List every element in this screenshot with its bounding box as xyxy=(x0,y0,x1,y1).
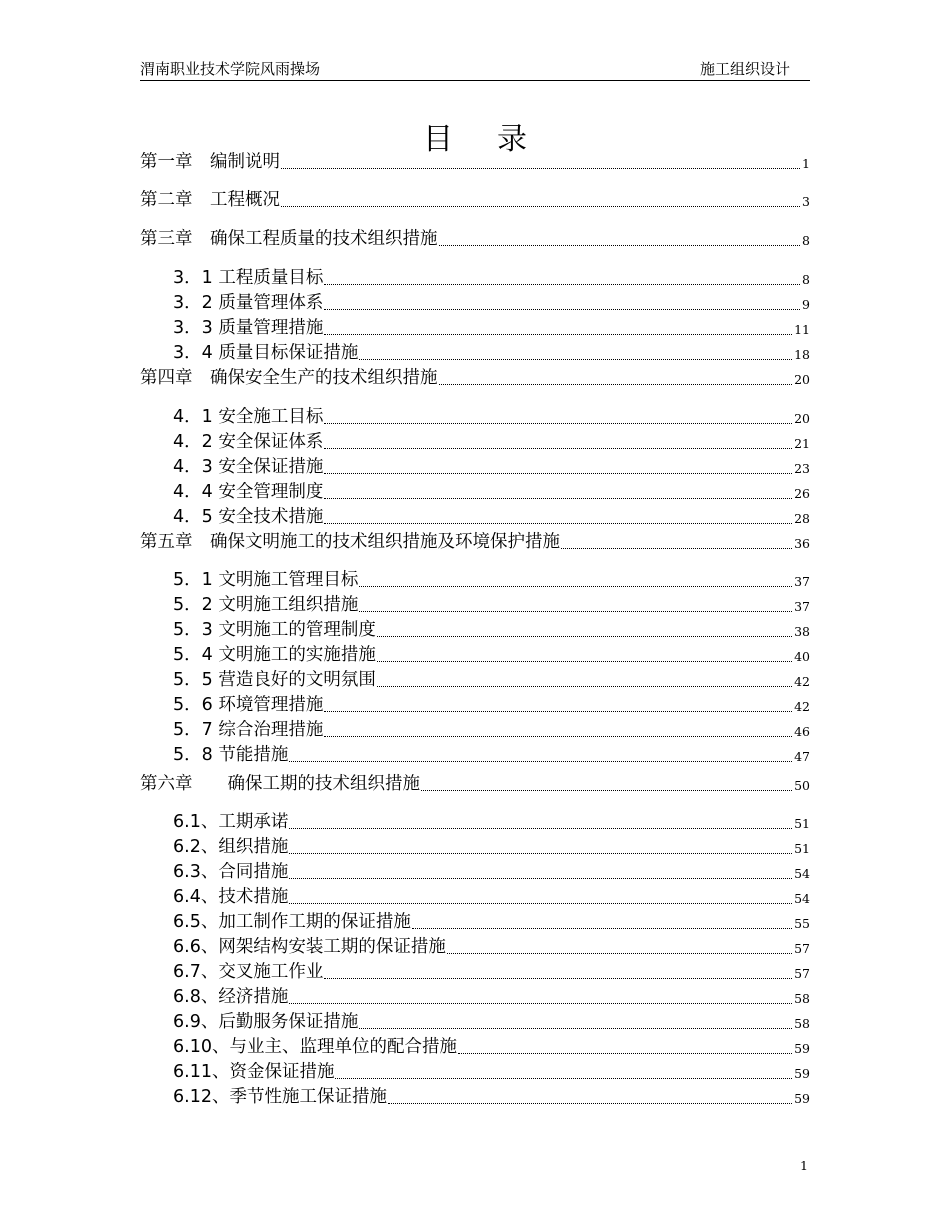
toc-entry-label: 4．5 安全技术措施 xyxy=(173,507,324,527)
toc-dot-leader xyxy=(458,1053,792,1054)
toc-entry-label: 5．4 文明施工的实施措施 xyxy=(173,645,376,665)
toc-entry-page: 57 xyxy=(794,941,810,956)
toc-dot-leader xyxy=(281,168,800,169)
toc-entry-page: 46 xyxy=(794,724,810,739)
toc-entry-page: 28 xyxy=(794,511,810,526)
toc-section-entry[interactable] xyxy=(173,910,810,934)
toc-entry-label: 6.5、加工制作工期的保证措施 xyxy=(173,912,411,932)
toc-dot-leader xyxy=(289,853,792,854)
toc-dot-leader xyxy=(439,384,793,385)
toc-dot-leader xyxy=(359,611,792,612)
toc-section-entry[interactable] xyxy=(173,668,810,692)
toc-section-entry[interactable] xyxy=(173,960,810,984)
toc-entry-page: 37 xyxy=(794,599,810,614)
toc-entry-page: 42 xyxy=(794,674,810,689)
toc-entry-page: 20 xyxy=(794,372,810,387)
toc-chapter-entry[interactable] xyxy=(140,366,810,390)
toc-entry-page: 1 xyxy=(802,156,810,171)
toc-entry-page: 20 xyxy=(794,411,810,426)
toc-dot-leader xyxy=(324,523,792,524)
toc-entry-label: 3．1 工程质量目标 xyxy=(173,268,324,288)
toc-entry-page: 8 xyxy=(802,233,810,248)
toc-entry-page: 3 xyxy=(802,194,810,209)
toc-dot-leader xyxy=(324,334,792,335)
toc-entry-page: 47 xyxy=(794,749,810,764)
toc-chapter-entry[interactable] xyxy=(140,150,810,174)
toc-dot-leader xyxy=(281,206,800,207)
toc-entry-page: 11 xyxy=(794,322,810,337)
toc-section-entry[interactable] xyxy=(173,643,810,667)
toc-section-entry[interactable] xyxy=(173,1060,810,1084)
toc-entry-label: 5．5 营造良好的文明氛围 xyxy=(173,670,376,690)
toc-chapter-entry[interactable] xyxy=(140,188,810,212)
toc-entry-page: 36 xyxy=(794,536,810,551)
toc-entry-page: 26 xyxy=(794,486,810,501)
toc-entry-page: 8 xyxy=(802,272,810,287)
toc-section-entry[interactable] xyxy=(173,860,810,884)
toc-entry-label: 6.12、季节性施工保证措施 xyxy=(173,1087,387,1107)
toc-chapter-entry[interactable] xyxy=(140,530,810,554)
toc-entry-label: 6.8、经济措施 xyxy=(173,987,289,1007)
toc-dot-leader xyxy=(289,878,792,879)
toc-section-entry[interactable] xyxy=(173,1010,810,1034)
toc-dot-leader xyxy=(289,1003,792,1004)
toc-entry-label: 6.9、后勤服务保证措施 xyxy=(173,1012,359,1032)
toc-dot-leader xyxy=(561,548,792,549)
toc-dot-leader xyxy=(439,245,801,246)
toc-entry-page: 59 xyxy=(794,1091,810,1106)
toc-section-entry[interactable] xyxy=(173,743,810,767)
toc-dot-leader xyxy=(324,978,792,979)
toc-entry-page: 54 xyxy=(794,866,810,881)
header-document-type: 施工组织设计 xyxy=(699,60,790,78)
toc-section-entry[interactable] xyxy=(173,810,810,834)
toc-chapter-entry[interactable] xyxy=(140,227,810,251)
toc-section-entry[interactable] xyxy=(173,985,810,1009)
toc-entry-label: 第三章 确保工程质量的技术组织措施 xyxy=(140,229,438,249)
toc-section-entry[interactable] xyxy=(173,885,810,909)
toc-section-entry[interactable] xyxy=(173,341,810,365)
toc-entry-page: 58 xyxy=(794,1016,810,1031)
toc-entry-label: 6.7、交叉施工作业 xyxy=(173,962,324,982)
toc-entry-page: 54 xyxy=(794,891,810,906)
toc-dot-leader xyxy=(289,761,792,762)
toc-dot-leader xyxy=(289,903,792,904)
toc-entry-label: 4．2 安全保证体系 xyxy=(173,432,324,452)
toc-entry-label: 3．4 质量目标保证措施 xyxy=(173,343,359,363)
toc-chapter-entry[interactable] xyxy=(140,772,810,796)
toc-section-entry[interactable] xyxy=(173,455,810,479)
toc-entry-page: 40 xyxy=(794,649,810,664)
header-project-name: 渭南职业技术学院风雨操场 xyxy=(140,60,321,78)
toc-entry-label: 5．1 文明施工管理目标 xyxy=(173,570,359,590)
toc-section-entry[interactable] xyxy=(173,316,810,340)
toc-section-entry[interactable] xyxy=(173,480,810,504)
toc-entry-label: 6.6、网架结构安装工期的保证措施 xyxy=(173,937,446,957)
toc-entry-label: 5．2 文明施工组织措施 xyxy=(173,595,359,615)
toc-entry-label: 5．8 节能措施 xyxy=(173,745,289,765)
toc-dot-leader xyxy=(377,636,792,637)
toc-entry-label: 4．3 安全保证措施 xyxy=(173,457,324,477)
toc-entry-page: 42 xyxy=(794,699,810,714)
toc-section-entry[interactable] xyxy=(173,1035,810,1059)
toc-section-entry[interactable] xyxy=(173,568,810,592)
toc-section-entry[interactable] xyxy=(173,291,810,315)
toc-entry-page: 21 xyxy=(794,436,810,451)
toc-dot-leader xyxy=(359,1028,792,1029)
toc-section-entry[interactable] xyxy=(173,405,810,429)
toc-section-entry[interactable] xyxy=(173,430,810,454)
toc-section-entry[interactable] xyxy=(173,935,810,959)
toc-dot-leader xyxy=(359,586,792,587)
toc-dot-leader xyxy=(377,686,792,687)
toc-entry-page: 9 xyxy=(802,297,810,312)
toc-entry-label: 第一章 编制说明 xyxy=(140,152,280,172)
toc-dot-leader xyxy=(447,953,792,954)
toc-entry-label: 5．7 综合治理措施 xyxy=(173,720,324,740)
toc-dot-leader xyxy=(289,828,792,829)
toc-entry-page: 50 xyxy=(794,778,810,793)
toc-entry-page: 51 xyxy=(794,841,810,856)
toc-entry-page: 55 xyxy=(794,916,810,931)
toc-dot-leader xyxy=(335,1078,792,1079)
toc-section-entry[interactable] xyxy=(173,505,810,529)
toc-dot-leader xyxy=(377,661,792,662)
toc-entry-label: 4．4 安全管理制度 xyxy=(173,482,324,502)
toc-entry-label: 第二章 工程概况 xyxy=(140,190,280,210)
toc-entry-page: 59 xyxy=(794,1066,810,1081)
toc-entry-label: 5．3 文明施工的管理制度 xyxy=(173,620,376,640)
toc-entry-page: 23 xyxy=(794,461,810,476)
toc-entry-label: 6.1、工期承诺 xyxy=(173,812,289,832)
toc-dot-leader xyxy=(388,1103,792,1104)
toc-entry-label: 6.2、组织措施 xyxy=(173,837,289,857)
toc-dot-leader xyxy=(324,309,800,310)
toc-section-entry[interactable] xyxy=(173,693,810,717)
toc-section-entry[interactable] xyxy=(173,1085,810,1109)
toc-entry-page: 38 xyxy=(794,624,810,639)
toc-dot-leader xyxy=(324,711,792,712)
toc-dot-leader xyxy=(324,498,792,499)
toc-section-entry[interactable] xyxy=(173,618,810,642)
toc-entry-label: 6.3、合同措施 xyxy=(173,862,289,882)
toc-section-entry[interactable] xyxy=(173,718,810,742)
toc-entry-label: 6.4、技术措施 xyxy=(173,887,289,907)
toc-entry-label: 第四章 确保安全生产的技术组织措施 xyxy=(140,368,438,388)
toc-entry-label: 5．6 环境管理措施 xyxy=(173,695,324,715)
toc-title-char-2: 录 xyxy=(497,122,527,157)
toc-entry-page: 37 xyxy=(794,574,810,589)
toc-entry-label: 第六章 确保工期的技术组织措施 xyxy=(140,774,420,794)
toc-entry-page: 18 xyxy=(794,347,810,362)
toc-dot-leader xyxy=(324,736,792,737)
toc-dot-leader xyxy=(359,359,792,360)
toc-dot-leader xyxy=(324,473,792,474)
toc-entry-label: 4．1 安全施工目标 xyxy=(173,407,324,427)
page-number: 1 xyxy=(800,1158,808,1173)
toc-entry-page: 59 xyxy=(794,1041,810,1056)
toc-section-entry[interactable] xyxy=(173,835,810,859)
toc-dot-leader xyxy=(324,284,800,285)
toc-entry-label: 6.11、资金保证措施 xyxy=(173,1062,335,1082)
toc-section-entry[interactable] xyxy=(173,266,810,290)
toc-entry-page: 51 xyxy=(794,816,810,831)
toc-dot-leader xyxy=(324,423,792,424)
toc-entry-label: 3．2 质量管理体系 xyxy=(173,293,324,313)
toc-entry-label: 3．3 质量管理措施 xyxy=(173,318,324,338)
toc-title-char-1: 目 xyxy=(423,122,453,157)
toc-entry-page: 58 xyxy=(794,991,810,1006)
toc-entry-label: 第五章 确保文明施工的技术组织措施及环境保护措施 xyxy=(140,532,560,552)
toc-entry-page: 57 xyxy=(794,966,810,981)
toc-dot-leader xyxy=(412,928,792,929)
toc-dot-leader xyxy=(324,448,792,449)
toc-section-entry[interactable] xyxy=(173,593,810,617)
toc-dot-leader xyxy=(421,790,792,791)
toc-entry-label: 6.10、与业主、监理单位的配合措施 xyxy=(173,1037,457,1057)
